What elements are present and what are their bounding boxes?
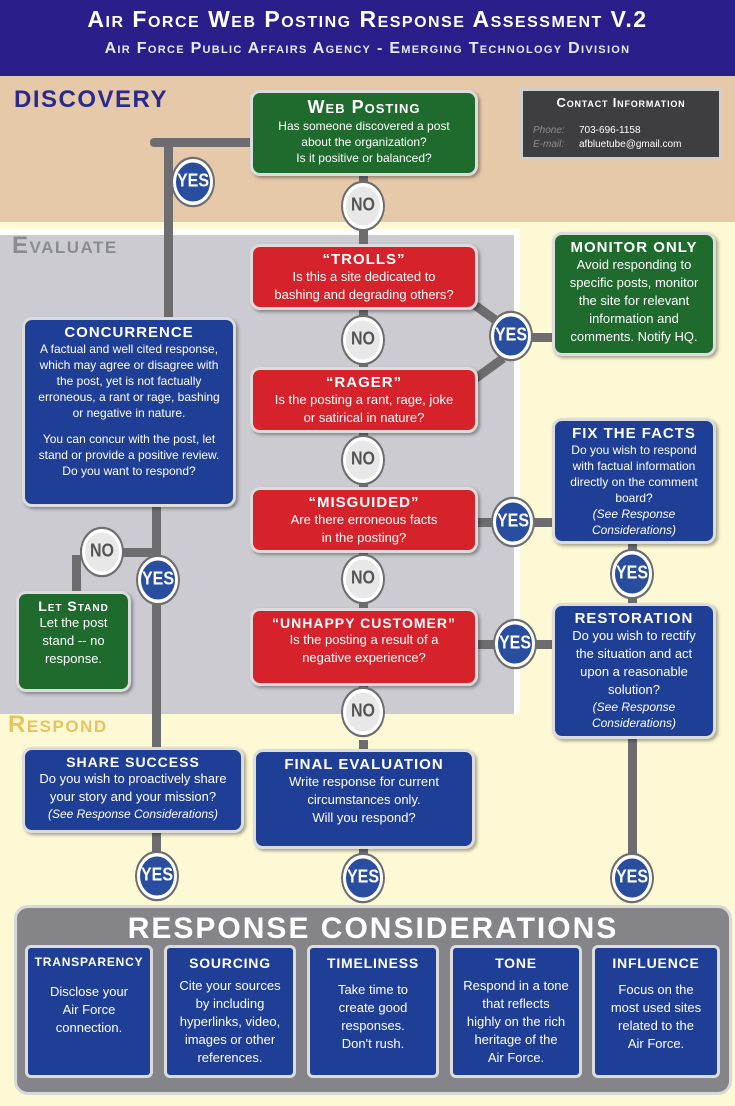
box-rager-title: “RAGER” (325, 374, 403, 391)
box-monitor-line2: specific posts, monitor (569, 275, 699, 290)
box-share-note1: (See Response Considerations) (47, 807, 219, 821)
card-line: responses. (341, 1018, 405, 1033)
box-unhappy-title: “UNHAPPY CUSTOMER” (272, 615, 456, 631)
box-web-posting-line1: Has someone discovered a post (278, 119, 450, 133)
box-concurrence-line1: A factual and well cited response, (39, 342, 219, 356)
card-line: highly on the rich (466, 1014, 566, 1029)
card-line: Disclose your (49, 984, 129, 999)
badge-yes-unhappy: YES (495, 621, 535, 667)
badge-no-concurrence: NO (82, 529, 122, 575)
box-fix-note2: Considerations) (591, 523, 677, 537)
page-subtitle: Air Force Public Affairs Agency - Emerging Technology Division (104, 40, 631, 57)
page-title: Air Force Web Posting Response Assessment V.2 (87, 6, 648, 32)
section-label-discovery: DISCOVERY (14, 86, 168, 113)
card-title: INFLUENCE (612, 955, 700, 971)
box-final-title: FINAL EVALUATION (284, 756, 444, 773)
badge-yes-restoration: YES (612, 855, 652, 901)
badge-yes-share-success: YES (137, 853, 177, 899)
card-line: Don't rush. (341, 1036, 405, 1051)
box-share-title: SHARE SUCCESS (66, 754, 200, 770)
badge-yes-trolls-rager: YES (491, 313, 531, 359)
box-concurrence-line4: erroneous, a rant or rage, bashing (38, 390, 220, 404)
box-final-line2: circumstances only. (307, 792, 421, 807)
box-fix-title: FIX THE FACTS (572, 425, 696, 442)
card-tone (450, 945, 582, 1078)
card-line: that reflects (482, 996, 550, 1011)
box-let-stand-line3: response. (44, 651, 103, 666)
card-line: Focus on the (618, 982, 694, 997)
card-line: images or other (184, 1032, 276, 1047)
contact-email: afbluetube@gmail.com (579, 139, 682, 150)
box-monitor-title: MONITOR ONLY (570, 239, 698, 256)
card-line: Air Force. (627, 1036, 685, 1051)
box-restoration-line3: upon a reasonable (580, 664, 688, 679)
badge-no-unhappy: NO (343, 689, 383, 735)
box-concurrence-line6: You can concur with the post, let (42, 432, 216, 446)
box-restoration-line4: solution? (607, 682, 661, 697)
box-restoration-note1: (See Response (592, 700, 676, 714)
card-title: TIMELINESS (326, 955, 419, 971)
card-line: most used sites (610, 1000, 702, 1015)
card-line: create good (338, 1000, 408, 1015)
card-line: Air Force (62, 1002, 116, 1017)
box-web-posting-title: Web Posting (307, 97, 421, 117)
box-share-line1: Do you wish to proactively share (39, 771, 227, 786)
box-fix-line3: directly on the comment (570, 475, 698, 489)
contact-email-label: E-mail: (533, 139, 565, 150)
box-trolls-line2: bashing and degrading others? (274, 287, 454, 302)
card-title: TONE (495, 955, 537, 971)
box-final-line3: Will you respond? (312, 810, 416, 825)
box-fix-line1: Do you wish to respond (571, 443, 697, 457)
card-title: TRANSPARENCY (34, 955, 144, 969)
box-monitor-line5: comments. Notify HQ. (570, 329, 698, 344)
badge-yes-misguided: YES (493, 499, 533, 545)
box-trolls (250, 244, 478, 310)
box-concurrence-line7: stand or provide a positive review. (38, 448, 220, 462)
box-monitor-line1: Avoid responding to (576, 257, 692, 272)
box-fix-note1: (See Response (592, 507, 676, 521)
box-web-posting-line2: about the organization? (301, 135, 427, 149)
box-trolls-title: “TROLLS” (322, 251, 406, 268)
badge-no-misguided: NO (343, 556, 383, 602)
box-fix-line4: board? (615, 491, 653, 505)
box-web-posting-line3: Is it positive or balanced? (296, 151, 432, 165)
box-rager (250, 367, 478, 433)
box-restoration-line1: Do you wish to rectify (572, 628, 696, 643)
box-rager-line2: or satirical in nature? (303, 410, 425, 425)
contact-phone-row (533, 125, 641, 136)
connector-no-letstand (72, 555, 81, 595)
card-timeliness (307, 945, 439, 1078)
box-fix-the-facts (552, 418, 716, 544)
badge-yes-fix-facts: YES (612, 551, 652, 597)
box-share-line2: your story and your mission? (49, 789, 217, 804)
badge-no-web-posting: NO (343, 183, 383, 229)
card-sourcing (164, 945, 296, 1078)
box-misguided (250, 487, 478, 553)
card-line: by including (195, 996, 265, 1011)
badge-no-rager: NO (343, 437, 383, 483)
box-monitor-only (552, 232, 716, 356)
box-final-line1: Write response for current (288, 774, 440, 789)
contact-email-row (533, 139, 681, 150)
card-transparency (25, 945, 153, 1078)
card-line: Air Force. (487, 1050, 545, 1065)
box-monitor-line3: the site for relevant (578, 293, 690, 308)
card-line: Take time to (337, 982, 409, 997)
box-restoration-line2: the situation and act (575, 646, 693, 661)
header-banner (0, 0, 735, 76)
box-concurrence (22, 317, 236, 507)
card-line: connection. (55, 1020, 123, 1035)
badge-yes-concurrence: YES (138, 557, 178, 603)
box-concurrence-title: CONCURRENCE (64, 324, 194, 341)
box-let-stand-line1: Let the post (39, 615, 108, 630)
box-restoration-title: RESTORATION (574, 610, 694, 627)
box-concurrence-line8: Do you want to respond? (62, 464, 196, 478)
box-final-evaluation (253, 749, 475, 849)
box-rager-line1: Is the posting a rant, rage, joke (274, 392, 454, 407)
badge-no-trolls: NO (343, 317, 383, 363)
card-influence (592, 945, 720, 1078)
box-unhappy-line2: negative experience? (302, 650, 426, 665)
card-title: SOURCING (189, 955, 271, 971)
contact-title: Contact Information (556, 95, 686, 110)
card-line: hyperlinks, video, (179, 1014, 281, 1029)
box-unhappy-line1: Is the posting a result of a (289, 632, 439, 647)
connector-concurrence-down (152, 505, 161, 755)
box-concurrence-line5: or negative in nature. (72, 406, 186, 420)
connector-yes-left (164, 140, 173, 320)
box-let-stand-title: Let Stand (38, 598, 109, 614)
box-trolls-line1: Is this a site dedicated to (292, 269, 436, 284)
badge-yes-web-posting: YES (173, 159, 213, 205)
card-line: heritage of the (474, 1032, 558, 1047)
box-fix-line2: with factual information (572, 459, 696, 473)
card-line: references. (197, 1050, 263, 1065)
box-monitor-line4: information and (589, 311, 679, 326)
section-label-respond: Respond (8, 711, 108, 738)
box-concurrence-line2: which may agree or disagree with (39, 358, 219, 372)
box-misguided-line2: in the posting? (321, 530, 407, 545)
box-let-stand (16, 591, 131, 692)
box-misguided-line1: Are there erroneous facts (290, 512, 438, 527)
contact-information-panel (520, 88, 722, 160)
section-label-evaluate: Evaluate (12, 232, 118, 259)
box-misguided-title: “MISGUIDED” (308, 494, 420, 511)
contact-phone: 703-696-1158 (579, 125, 641, 136)
contact-phone-label: Phone: (533, 125, 565, 136)
card-line: Respond in a tone (463, 978, 569, 993)
box-concurrence-line3: the post, yet is not factually (56, 374, 202, 388)
box-unhappy-customer (250, 608, 478, 686)
box-restoration (552, 603, 716, 739)
card-line: related to the (618, 1018, 694, 1033)
box-restoration-note2: Considerations) (591, 716, 677, 730)
box-web-posting (250, 90, 478, 176)
badge-yes-final-evaluation: YES (343, 855, 383, 901)
box-let-stand-line2: stand -- no (42, 633, 105, 648)
card-line: Cite your sources (179, 978, 281, 993)
box-share-success (22, 747, 244, 833)
response-considerations-title: RESPONSE CONSIDERATIONS (127, 912, 619, 945)
